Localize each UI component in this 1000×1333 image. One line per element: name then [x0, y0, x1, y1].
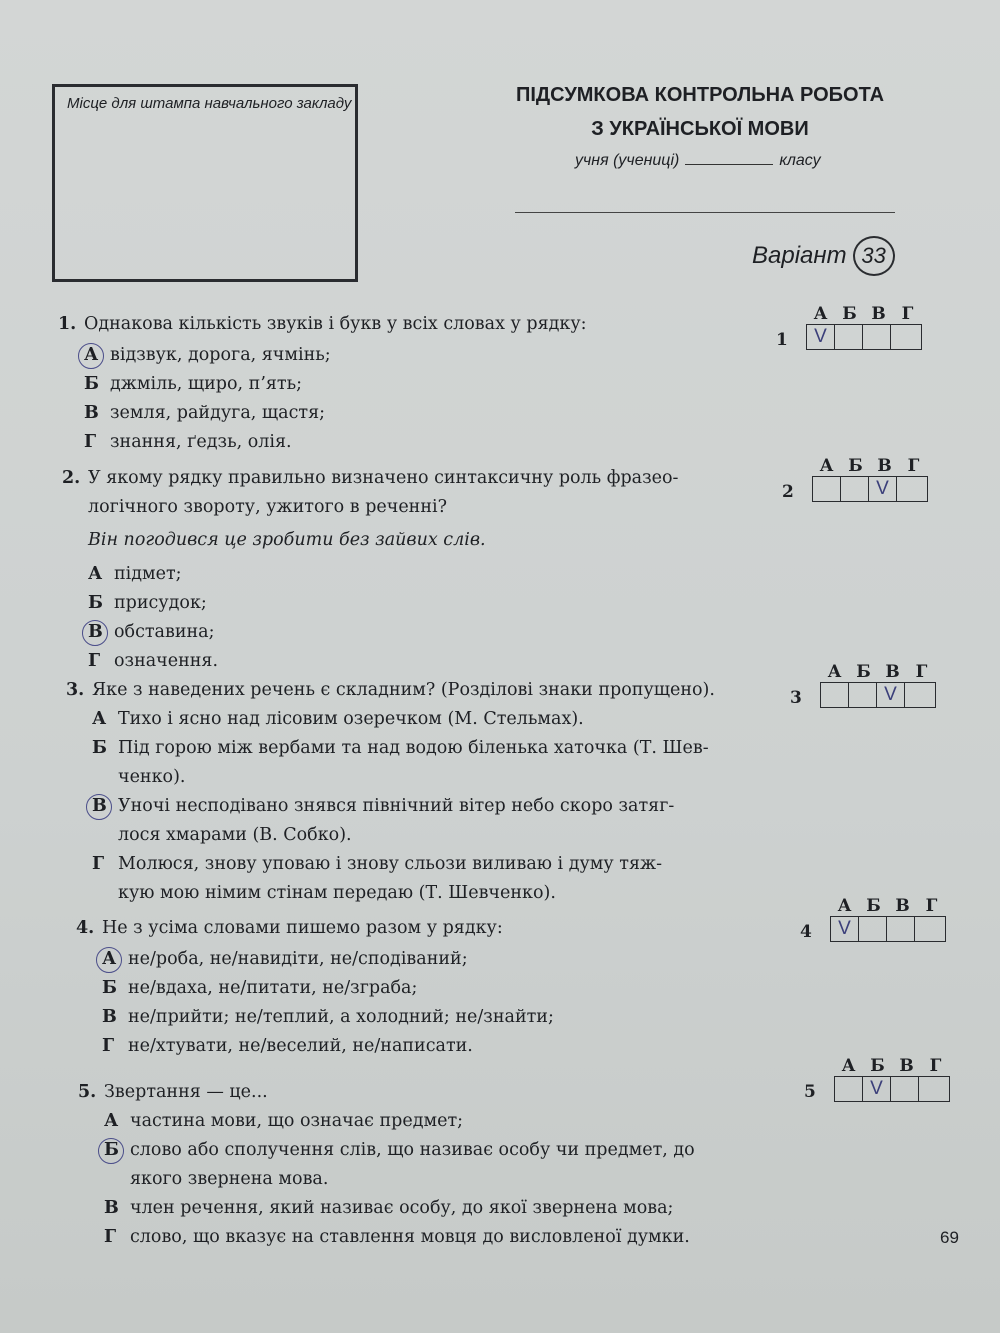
- option-text: відзвук, дорога, ячмінь;: [110, 345, 331, 365]
- question-number: 1.: [58, 314, 77, 334]
- option-text-cont: ченко).: [118, 767, 186, 787]
- stamp-label: Місце для штампа навчального закладу: [67, 95, 352, 112]
- option-letter: В: [102, 1007, 117, 1027]
- variant-number: 33: [853, 236, 895, 276]
- answer-cell[interactable]: [891, 325, 919, 349]
- answer-cell[interactable]: V: [877, 683, 905, 707]
- option-letter: Г: [84, 432, 97, 452]
- answer-grid-4: [800, 896, 946, 942]
- student-prefix: учня (учениці): [575, 152, 680, 169]
- grid-head: А: [819, 456, 834, 476]
- option-letter: Б: [92, 738, 107, 758]
- answer-cell[interactable]: [835, 325, 863, 349]
- option-text: не/прийти; не/теплий, а холодний; не/знайти;: [128, 1007, 554, 1027]
- question-number: 5.: [78, 1082, 97, 1102]
- grid-head: В: [885, 662, 900, 682]
- grid-head: Г: [907, 456, 920, 476]
- answer-cell[interactable]: [813, 477, 841, 501]
- answer-cell[interactable]: [859, 917, 887, 941]
- grid-head: В: [871, 304, 886, 324]
- option-letter: В: [92, 792, 118, 821]
- option-text: означення.: [114, 651, 219, 671]
- option-letter: А: [88, 564, 103, 584]
- option-text: підмет;: [114, 564, 182, 584]
- option-letter: Б: [88, 593, 103, 613]
- option-letter: Г: [102, 1036, 115, 1056]
- grid-number: 5: [804, 1082, 816, 1102]
- grid-head: А: [841, 1056, 856, 1076]
- option-text: присудок;: [114, 593, 207, 613]
- answer-cell[interactable]: [841, 477, 869, 501]
- question-number: 2.: [62, 468, 81, 488]
- option-text-cont: кую мою німим стінам передаю (Т. Шевченко).: [118, 883, 556, 903]
- option-text: не/вдаха, не/питати, не/зграба;: [128, 978, 418, 998]
- grid-head: А: [837, 896, 852, 916]
- grid-head: Г: [901, 304, 914, 324]
- title-line-1: ПІДСУМКОВА КОНТРОЛЬНА РОБОТА: [515, 84, 885, 106]
- answer-cell[interactable]: [919, 1077, 947, 1101]
- answer-cell[interactable]: V: [831, 917, 859, 941]
- answer-cell[interactable]: [835, 1077, 863, 1101]
- variant-label: Варіант: [752, 242, 847, 269]
- option-text: земля, райдуга, щастя;: [110, 403, 326, 423]
- question-stem: У якому рядку правильно визначено синтаксичну роль фразео-: [88, 468, 679, 488]
- variant: [752, 236, 895, 276]
- grid-head: Г: [915, 662, 928, 682]
- answer-grid-5: [804, 1056, 950, 1102]
- option-text: джміль, щиро, п’ять;: [110, 374, 303, 394]
- page-title: [490, 78, 910, 146]
- question-4: [76, 914, 554, 1061]
- option-letter: В: [104, 1198, 119, 1218]
- grid-head: Б: [866, 896, 881, 916]
- answer-cell[interactable]: [863, 325, 891, 349]
- question-1: [58, 310, 587, 457]
- question-stem: Однакова кількість звуків і букв у всіх словах у рядку:: [84, 314, 587, 334]
- question-stem: Не з усіма словами пишемо разом у рядку:: [102, 918, 503, 938]
- question-3: [66, 676, 715, 908]
- question-stem: Звертання — це...: [104, 1082, 268, 1102]
- answer-cell[interactable]: [821, 683, 849, 707]
- grid-head: Б: [870, 1056, 885, 1076]
- grid-head: А: [813, 304, 828, 324]
- option-text: член речення, який називає особу, до якої звернена мова;: [130, 1198, 674, 1218]
- answer-grid-2: [782, 456, 928, 502]
- answer-cell[interactable]: [849, 683, 877, 707]
- name-line: [515, 212, 895, 213]
- answer-cell[interactable]: [915, 917, 943, 941]
- grid-head: В: [899, 1056, 914, 1076]
- option-text: Уночі несподівано знявся північний вітер небо скоро затяг-: [118, 796, 675, 816]
- option-letter: Б: [84, 374, 99, 394]
- grid-head: Г: [929, 1056, 942, 1076]
- option-text-cont: лося хмарами (В. Собко).: [118, 825, 352, 845]
- grid-head: В: [877, 456, 892, 476]
- option-text: частина мови, що означає предмет;: [130, 1111, 464, 1131]
- question-number: 4.: [76, 918, 95, 938]
- grid-head: Б: [848, 456, 863, 476]
- option-text: не/хтувати, не/веселий, не/написати.: [128, 1036, 473, 1056]
- option-letter: А: [92, 709, 107, 729]
- option-text: знання, ґедзь, олія.: [110, 432, 292, 452]
- option-letter: А: [84, 341, 110, 370]
- grid-head: А: [827, 662, 842, 682]
- option-text: Під горою між вербами та над водою біленька хаточка (Т. Шев-: [118, 738, 709, 758]
- option-letter: А: [104, 1111, 119, 1131]
- option-letter: Г: [88, 651, 101, 671]
- option-letter: В: [88, 618, 114, 647]
- title-line-2: З УКРАЇНСЬКОЇ МОВИ: [591, 118, 809, 140]
- answer-cell[interactable]: V: [807, 325, 835, 349]
- student-line: [575, 152, 821, 170]
- class-blank: [685, 164, 773, 165]
- grid-head: Б: [842, 304, 857, 324]
- grid-number: 2: [782, 482, 794, 502]
- answer-grid-3: [790, 662, 936, 708]
- grid-head: В: [895, 896, 910, 916]
- page-number: 69: [940, 1228, 959, 1247]
- question-2: [62, 464, 678, 676]
- grid-number: 3: [790, 688, 802, 708]
- stamp-box: [52, 84, 358, 282]
- example-sentence: Він погодився це зробити без зайвих слів.: [88, 530, 486, 550]
- option-text: слово, що вказує на ставлення мовця до висловленої думки.: [130, 1227, 690, 1247]
- answer-cell[interactable]: [905, 683, 933, 707]
- grid-head: Г: [925, 896, 938, 916]
- answer-cell[interactable]: [897, 477, 925, 501]
- answer-cell[interactable]: [891, 1077, 919, 1101]
- option-text: слово або сполучення слів, що називає особу чи предмет, до: [130, 1140, 695, 1160]
- answer-cell[interactable]: V: [863, 1077, 891, 1101]
- option-letter: В: [84, 403, 99, 423]
- question-number: 3.: [66, 680, 85, 700]
- question-stem: логічного звороту, ужитого в реченні?: [88, 497, 447, 517]
- question-5: [78, 1078, 695, 1252]
- option-letter: Б: [104, 1136, 130, 1165]
- answer-grid-1: [776, 304, 922, 350]
- student-suffix: класу: [779, 152, 821, 169]
- grid-head: Б: [856, 662, 871, 682]
- answer-cell[interactable]: [887, 917, 915, 941]
- option-letter: Г: [92, 854, 105, 874]
- option-letter: А: [102, 945, 128, 974]
- answer-cell[interactable]: V: [869, 477, 897, 501]
- option-letter: Г: [104, 1227, 117, 1247]
- grid-number: 4: [800, 922, 812, 942]
- option-text: Тихо і ясно над лісовим озеречком (М. Стельмах).: [118, 709, 584, 729]
- option-text: не/роба, не/навидіти, не/сподіваний;: [128, 949, 468, 969]
- option-text-cont: якого звернена мова.: [130, 1169, 329, 1189]
- option-letter: Б: [102, 978, 117, 998]
- question-stem: Яке з наведених речень є складним? (Розділові знаки пропущено).: [92, 680, 715, 700]
- grid-number: 1: [776, 330, 788, 350]
- option-text: Молюся, знову уповаю і знову сльози виливаю і думу тяж-: [118, 854, 662, 874]
- option-text: обставина;: [114, 622, 215, 642]
